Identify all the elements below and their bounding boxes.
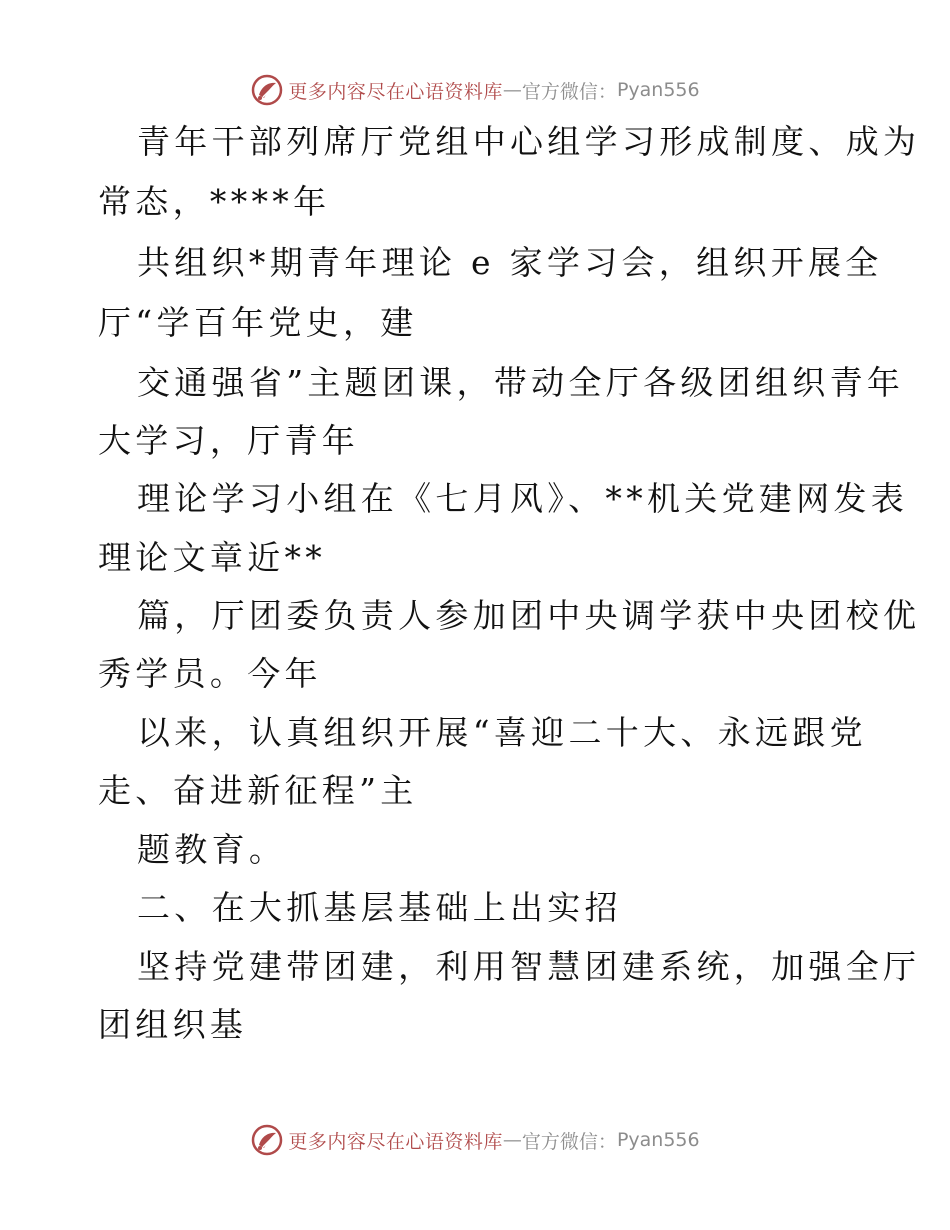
watermark-dash: — bbox=[502, 79, 522, 101]
watermark-contact-label: 官方微信： bbox=[521, 1130, 617, 1153]
body-line: 青年干部列席厅党组中心组学习形成制度、成为 bbox=[137, 122, 921, 161]
watermark-brand-text: 更多内容尽在心语资料库 bbox=[288, 80, 503, 103]
body-line: 题教育。 bbox=[137, 830, 287, 869]
seal-logo-icon bbox=[250, 73, 284, 107]
watermark-dash: — bbox=[502, 1129, 522, 1151]
watermark-contact-id: Pyan556 bbox=[616, 79, 700, 101]
body-line: 坚持党建带团建，利用智慧团建系统，加强全厅 bbox=[137, 947, 921, 986]
section-heading: 二、在大抓基层基础上出实招 bbox=[137, 888, 622, 927]
body-line: 大学习，厅青年 bbox=[98, 421, 360, 460]
footer-watermark bbox=[0, 1120, 950, 1160]
body-line: 理论学习小组在《七月风》、**机关党建网发表 bbox=[137, 479, 909, 518]
body-line: 厅“学百年党史，建 bbox=[98, 303, 418, 342]
seal-logo-icon bbox=[250, 1123, 284, 1157]
watermark-brand-text: 更多内容尽在心语资料库 bbox=[288, 1130, 503, 1153]
watermark-contact-id: Pyan556 bbox=[616, 1129, 700, 1151]
body-line: 常态，****年 bbox=[98, 182, 331, 221]
body-line: 共组织*期青年理论 e 家学习会，组织开展全 bbox=[137, 243, 883, 282]
body-line: 秀学员。今年 bbox=[98, 654, 322, 693]
header-watermark bbox=[0, 70, 950, 110]
body-line: 交通强省”主题团课，带动全厅各级团组织青年 bbox=[137, 363, 905, 402]
body-line: 篇，厅团委负责人参加团中央调学获中央团校优 bbox=[137, 596, 921, 635]
body-line: 以来，认真组织开展“喜迎二十大、永远跟党 bbox=[137, 713, 867, 752]
body-line: 理论文章近** bbox=[98, 538, 327, 577]
body-line: 团组织基 bbox=[98, 1005, 248, 1044]
watermark-contact-label: 官方微信： bbox=[521, 80, 617, 103]
body-line: 走、奋进新征程”主 bbox=[98, 771, 418, 810]
